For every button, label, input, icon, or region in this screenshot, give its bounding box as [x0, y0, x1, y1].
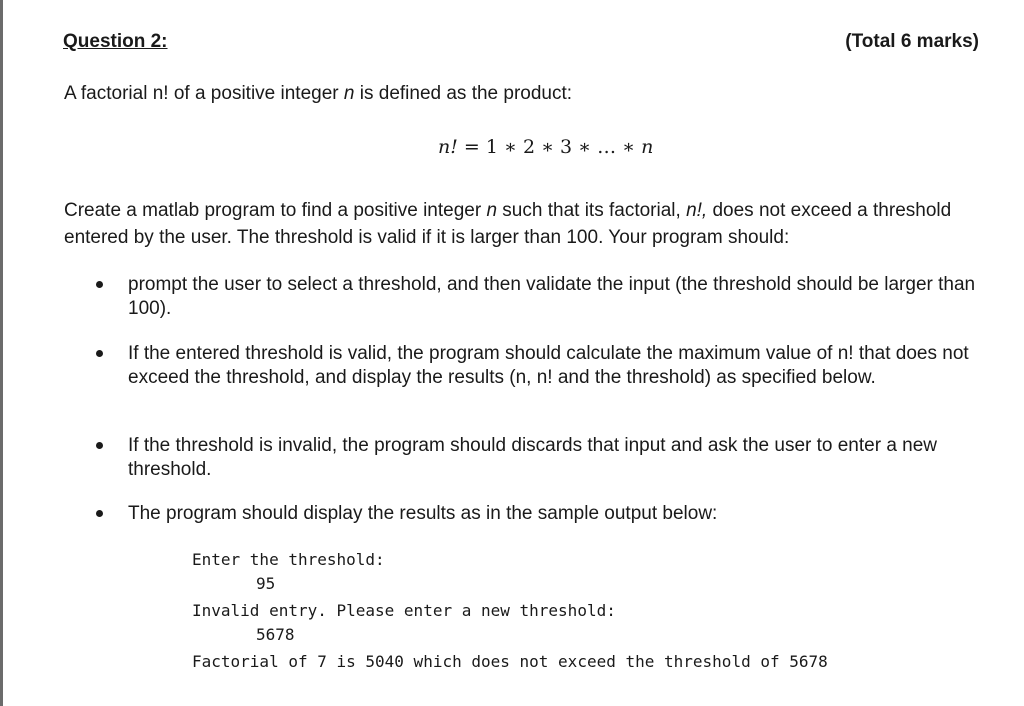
formula-lhs: n!	[438, 136, 458, 158]
task-var-n: n	[486, 200, 498, 221]
bullet-item-3: If the threshold is invalid, the program should discards that input and ask the user to enter a new threshold.	[128, 435, 938, 480]
sample-output-line-5: Factorial of 7 is 5040 which does not exceed the threshold of 5678	[192, 652, 828, 671]
task-var-factorial: n!,	[686, 200, 708, 221]
bullet-item-1: prompt the user to select a threshold, and then validate the input (the threshold should be larger than 100).	[128, 274, 976, 319]
bullet-dot-3	[96, 442, 103, 449]
sample-output-line-1: Enter the threshold:	[192, 550, 385, 569]
bullet-dot-1	[96, 281, 103, 288]
intro-suffix: is defined as the product:	[354, 83, 573, 104]
intro-paragraph	[64, 80, 572, 107]
intro-prefix: A factorial n! of a positive integer	[64, 83, 344, 104]
total-marks: (Total 6 marks)	[845, 31, 979, 52]
sample-output-line-3: Invalid entry. Please enter a new threshold:	[192, 601, 616, 620]
page-left-border	[0, 0, 3, 706]
task-paragraph	[64, 197, 994, 251]
bullet-dot-4	[96, 510, 103, 517]
intro-var: n	[343, 83, 355, 104]
factorial-formula	[438, 136, 653, 158]
task-part3: does not exceed a threshold entered by the user. The threshold is valid if it is larger than 100. Your program should:	[64, 200, 952, 248]
task-part2: such that its factorial,	[497, 200, 687, 221]
question-title: Question 2:	[63, 31, 168, 52]
bullet-item-2: If the entered threshold is valid, the program should calculate the maximum value of n! that does not exceed the threshold, and display the results (n, n! and the threshold) as specified below.	[128, 343, 969, 388]
sample-output-line-2: 95	[256, 574, 276, 593]
formula-last: n	[641, 136, 654, 158]
task-part1: Create a matlab program to find a positive integer	[64, 200, 487, 221]
formula-product: = 1 ∗ 2 ∗ 3 ∗ … ∗	[457, 136, 642, 158]
bullet-dot-2	[96, 350, 103, 357]
sample-output-line-4: 5678	[256, 625, 295, 644]
bullet-item-4: The program should display the results as in the sample output below:	[128, 503, 718, 524]
